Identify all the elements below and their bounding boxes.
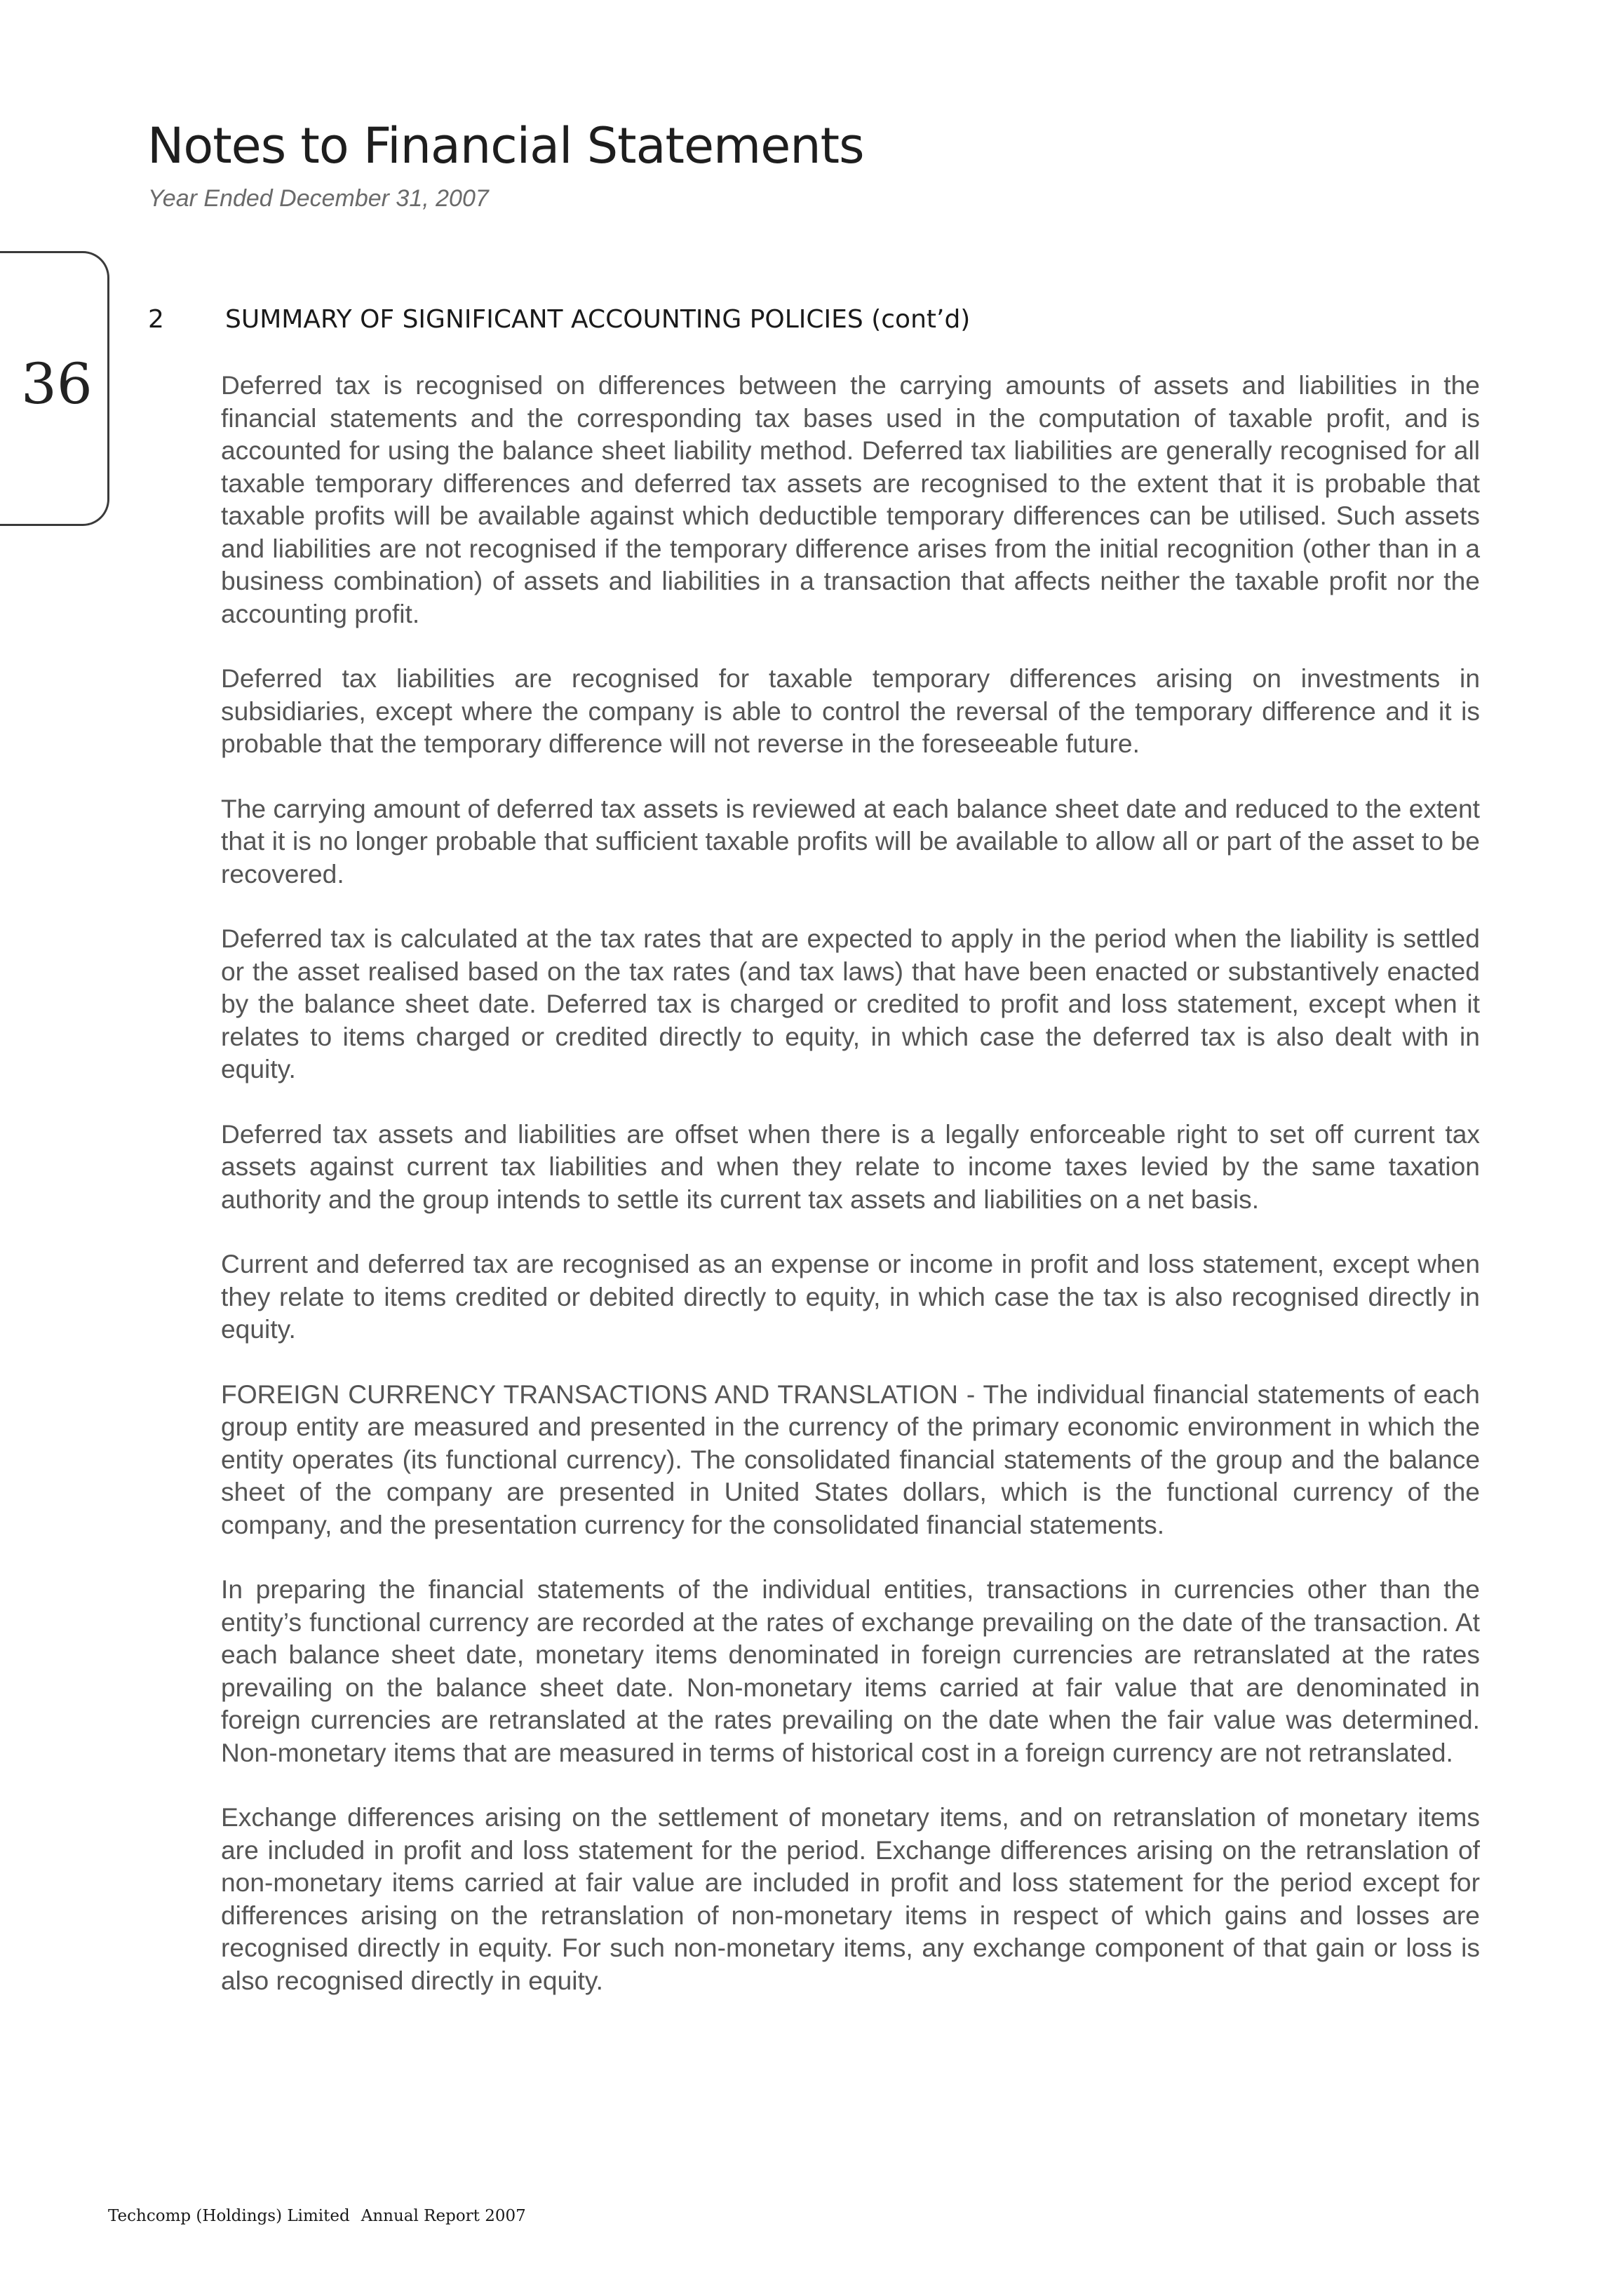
section-title: SUMMARY OF SIGNIFICANT ACCOUNTING POLICIES (cont’d)	[225, 305, 971, 334]
page-title: Notes to Financial Statements	[147, 117, 864, 175]
paragraph: Exchange differences arising on the settlement of monetary items, and on retranslation of monetary items are included in profit and loss statement for the period. Exchange differences arising on the retranslation of non-monetary items carried at fair value are included in profit and loss statement for the period except for differences arising on the retranslation of non-monetary items in respect of which gains and losses are recognised directly in equity. For such non-monetary items, any exchange component of that gain or loss is also recognised directly in equity.	[221, 1802, 1480, 1995]
footer-report: Annual Report 2007	[361, 2207, 526, 2225]
page-number: 36	[21, 351, 93, 417]
paragraph: Deferred tax assets and liabilities are offset when there is a legally enforceable right to set off current tax assets against current tax liabilities and when they relate to income taxes levied by the same taxation authority and the group intends to settle its current tax assets and liabilities on a net basis.	[221, 1119, 1480, 1214]
footer	[108, 2207, 526, 2225]
paragraph: Deferred tax is recognised on differences between the carrying amounts of assets and liabilities in the financial statements and the corresponding tax bases used in the computation of taxable profit, and is accounted for using the balance sheet liability method. Deferred tax liabilities are generally recognised for all taxable temporary differences and deferred tax assets are recognised to the extent that it is probable that taxable profits will be available against which deductible temporary differences can be utilised. Such assets and liabilities are not recognised if the temporary difference arises from the initial recognition (other than in a business combination) of assets and liabilities in a transaction that affects neither the taxable profit nor the accounting profit.	[221, 370, 1480, 628]
section-number: 2	[148, 305, 164, 334]
paragraph: Deferred tax liabilities are recognised for taxable temporary differences arising on investments in subsidiaries, except where the company is able to control the reversal of the temporary difference and it is probable that the temporary difference will not reverse in the foreseeable future.	[221, 663, 1480, 758]
paragraph: Deferred tax is calculated at the tax rates that are expected to apply in the period when the liability is settled or the asset realised based on the tax rates (and tax laws) that have been enacted or substantively enacted by the balance sheet date. Deferred tax is charged or credited to profit and loss statement, except when it relates to items charged or credited directly to equity, in which case the deferred tax is also dealt with in equity.	[221, 924, 1480, 1083]
paragraph: Current and deferred tax are recognised as an expense or income in profit and loss statement, except when they relate to items credited or debited directly to equity, in which case the tax is also recognised directly in equity.	[221, 1249, 1480, 1344]
body-text	[221, 369, 1480, 2029]
footer-company: Techcomp (Holdings) Limited	[108, 2207, 350, 2225]
page-subtitle: Year Ended December 31, 2007	[148, 185, 489, 212]
paragraph: The carrying amount of deferred tax assets is reviewed at each balance sheet date and reduced to the extent that it is no longer probable that sufficient taxable profits will be available to allow all or part of the asset to be recovered.	[221, 793, 1480, 889]
section-heading	[148, 304, 970, 335]
paragraph: In preparing the financial statements of the individual entities, transactions in currencies other than the entity’s functional currency are recorded at the rates of exchange prevailing on the date of the transaction. At each balance sheet date, monetary items denominated in foreign currencies are retranslated at the rates prevailing on the balance sheet date. Non-monetary items carried at fair value that are denominated in foreign currencies are retranslated at the rates prevailing on the date when the fair value was determined. Non-monetary items that are measured in terms of historical cost in a foreign currency are not retranslated.	[221, 1574, 1480, 1767]
paragraph: FOREIGN CURRENCY TRANSACTIONS AND TRANSLATION - The individual financial statements of each group entity are measured and presented in the currency of the primary economic environment in which the entity operates (its functional currency). The consolidated financial statements of the group and the balance sheet of the company are presented in United States dollars, which is the functional currency of the company, and the presentation currency for the consolidated financial statements.	[221, 1379, 1480, 1539]
